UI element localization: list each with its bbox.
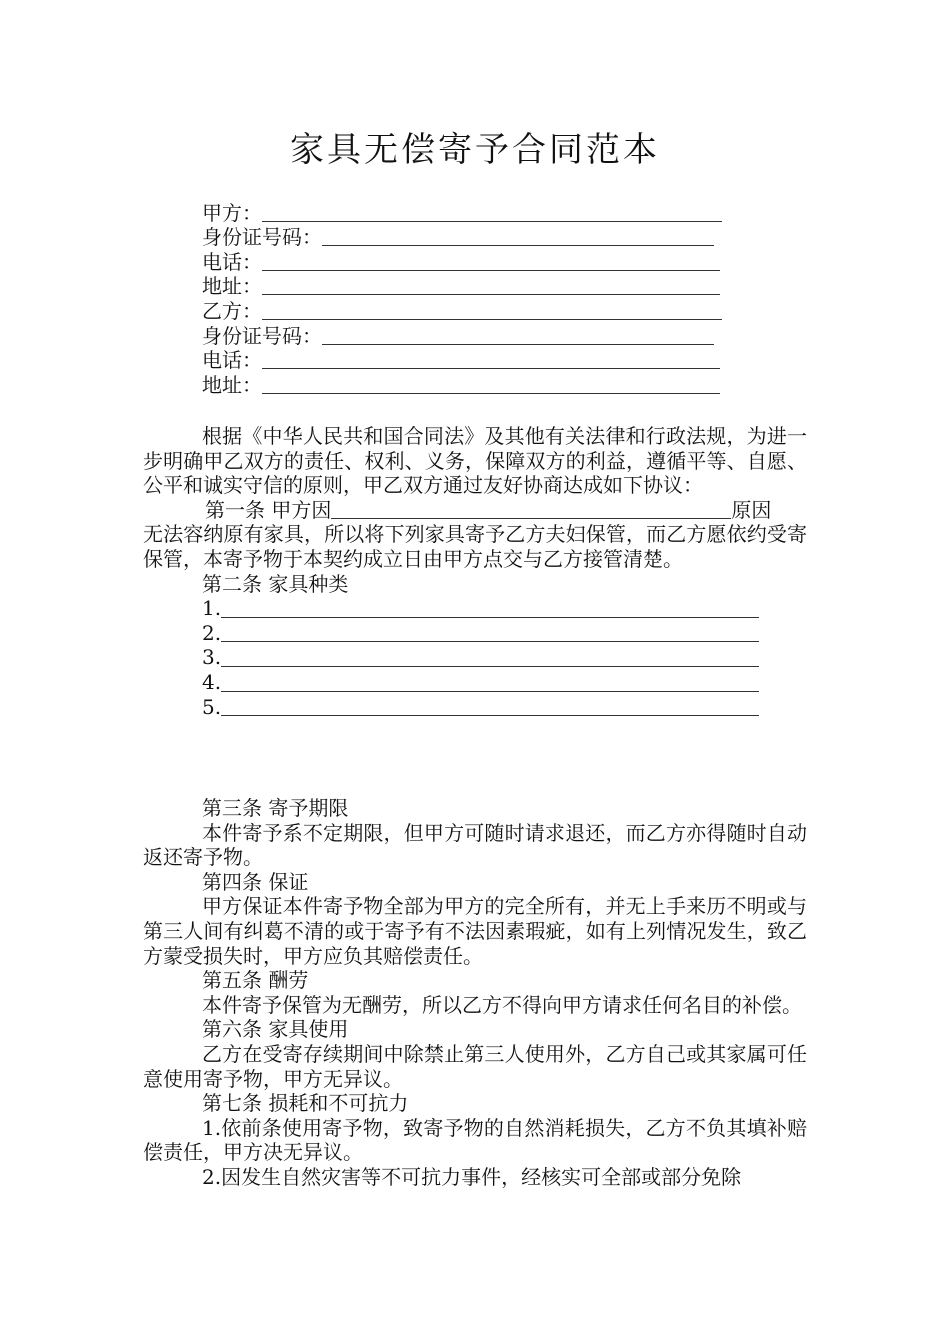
article-4-paragraph: 甲方保证本件寄予物全部为甲方的完全所有，并无上手来历不明或与第三人间有纠葛不清的或于寄予有不法因素瑕疵，如有上列情况发生，致乙方蒙受损失时，甲方应负其赔偿责任。 — [143, 894, 807, 968]
contract-body-top — [143, 424, 807, 719]
list-number: 2. — [202, 620, 222, 645]
fill-in-line[interactable] — [322, 229, 714, 246]
article-2-heading: 第二条 家具种类 — [202, 571, 349, 596]
party-a-address-row — [202, 274, 722, 299]
furniture-list-item — [143, 670, 807, 695]
party-a-id-row — [202, 225, 722, 250]
fill-in-line[interactable] — [262, 377, 720, 394]
field-label: 身份证号码： — [202, 323, 322, 348]
field-label: 地址： — [202, 274, 262, 299]
furniture-list-item — [143, 596, 807, 621]
fill-in-line[interactable] — [221, 675, 759, 692]
article-7-item-1: 1.依前条使用寄予物，致寄予物的自然消耗损失，乙方不负其填补赔偿责任，甲方决无异议。 — [143, 1115, 807, 1165]
furniture-list-item — [143, 645, 807, 670]
article-1-tail: 原因 — [731, 497, 772, 522]
article-1-first-line — [143, 498, 807, 523]
party-info-block — [202, 200, 722, 397]
article-5-heading: 第五条 酬劳 — [202, 968, 309, 993]
fill-in-line[interactable] — [262, 254, 720, 271]
article-5-paragraph: 本件寄予保管为无酬劳，所以乙方不得向甲方请求任何名目的补偿。 — [202, 992, 802, 1017]
fill-in-line[interactable] — [262, 303, 722, 320]
article-1-lead: 第一条 甲方因 — [205, 497, 332, 522]
field-label: 乙方： — [202, 298, 262, 323]
article-4-heading: 第四条 保证 — [202, 869, 309, 894]
party-b-phone-row — [202, 348, 722, 373]
contract-body-bottom — [143, 796, 807, 1190]
list-number: 4. — [202, 669, 222, 694]
fill-in-line[interactable] — [221, 699, 759, 716]
field-label: 电话： — [202, 249, 262, 274]
fill-in-line[interactable] — [322, 328, 714, 345]
fill-in-line[interactable] — [262, 278, 720, 295]
field-label: 身份证号码： — [202, 225, 322, 250]
list-number: 1. — [202, 596, 222, 621]
article-3-heading: 第三条 寄予期限 — [202, 796, 349, 820]
article-6-paragraph: 乙方在受寄存续期间中除禁止第三人使用外，乙方自己或其家属可任意使用寄予物，甲方无异议。 — [143, 1041, 807, 1091]
document-title: 家具无偿寄予合同范本 — [290, 130, 660, 170]
party-b-address-row — [202, 372, 722, 397]
field-label: 电话： — [202, 348, 262, 373]
article-1-paragraph: 无法容纳原有家具，所以将下列家具寄予乙方夫妇保管，而乙方愿依约受寄保管，本寄予物于本契约成立日由甲方点交与乙方接管清楚。 — [143, 522, 807, 571]
list-number: 5. — [202, 694, 222, 719]
field-label: 地址： — [202, 372, 262, 397]
fill-in-line[interactable] — [221, 601, 759, 618]
fill-in-line[interactable] — [262, 352, 720, 369]
fill-in-line[interactable] — [221, 650, 759, 667]
party-a-phone-row — [202, 249, 722, 274]
furniture-list-item — [143, 695, 807, 720]
article-7-heading: 第七条 损耗和不可抗力 — [202, 1091, 409, 1116]
article-6-heading: 第六条 家具使用 — [202, 1017, 349, 1042]
fill-in-line[interactable] — [262, 205, 722, 222]
party-b-id-row — [202, 323, 722, 348]
preamble-paragraph: 根据《中华人民共和国合同法》及其他有关法律和行政法规，为进一步明确甲乙双方的责任、权利、义务，保障双方的利益，遵循平等、自愿、公平和诚实守信的原则，甲乙双方通过友好协商达成如下协议： — [143, 424, 807, 498]
field-label: 甲方： — [202, 200, 262, 225]
fill-in-line[interactable] — [221, 625, 759, 642]
list-number: 3. — [202, 645, 222, 670]
fill-in-line[interactable] — [331, 502, 731, 519]
furniture-list-item — [143, 621, 807, 646]
party-b-name-row — [202, 298, 722, 323]
article-3-paragraph: 本件寄予系不定期限，但甲方可随时请求退还，而乙方亦得随时自动返还寄予物。 — [143, 820, 807, 870]
article-7-item-2: 2.因发生自然灾害等不可抗力事件，经核实可全部或部分免除 — [202, 1164, 742, 1189]
party-a-name-row — [202, 200, 722, 225]
